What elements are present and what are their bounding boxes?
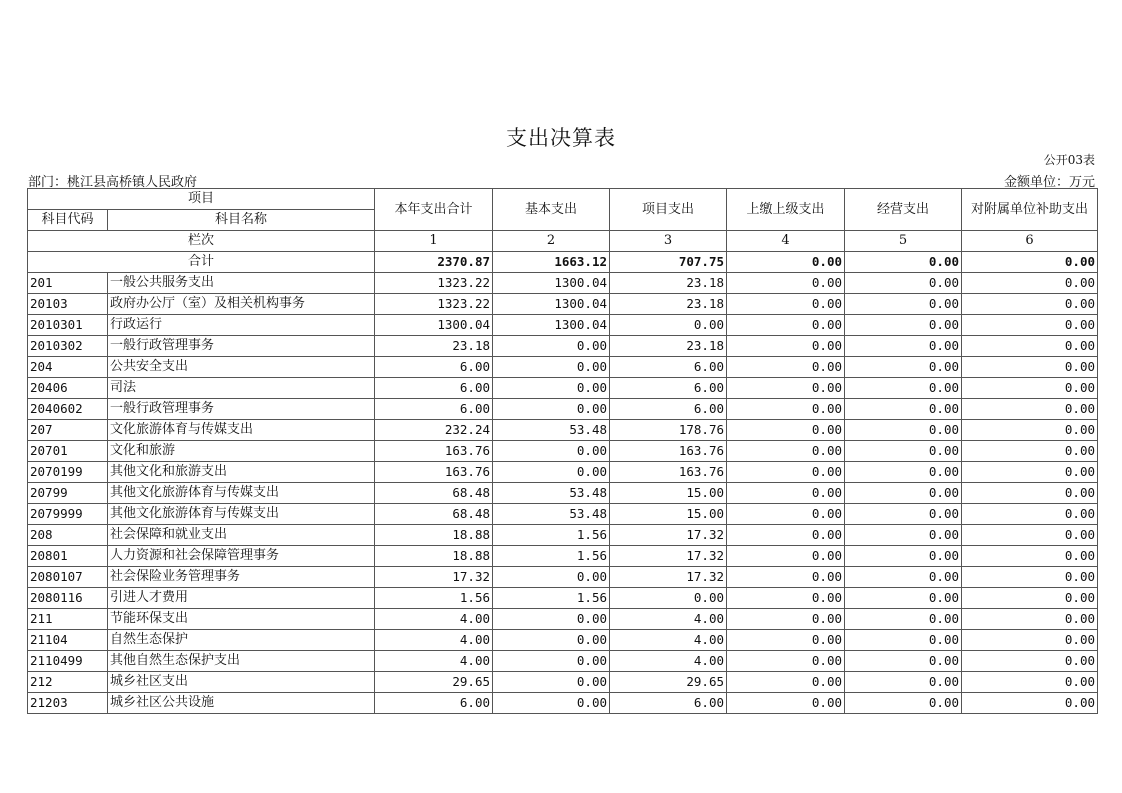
table-row	[28, 441, 1098, 462]
amount-cell: 17.32	[610, 567, 727, 588]
table-row	[28, 504, 1098, 525]
amount-cell: 0.00	[493, 441, 610, 462]
amount-cell: 4.00	[375, 630, 493, 651]
amount-cell: 0.00	[962, 420, 1098, 441]
amount-cell: 4.00	[375, 651, 493, 672]
amount-cell: 163.76	[610, 441, 727, 462]
table-row	[28, 462, 1098, 483]
amount-cell: 0.00	[727, 357, 845, 378]
header-name: 科目名称	[108, 210, 375, 231]
amount-cell: 178.76	[610, 420, 727, 441]
amount-cell: 0.00	[845, 483, 962, 504]
total-value: 0.00	[962, 252, 1098, 273]
table-row	[28, 651, 1098, 672]
amount-cell: 4.00	[610, 609, 727, 630]
amount-cell: 0.00	[493, 336, 610, 357]
subject-code-cell: 20801	[28, 546, 108, 567]
table-row	[28, 336, 1098, 357]
amount-cell: 53.48	[493, 420, 610, 441]
amount-cell: 163.76	[375, 441, 493, 462]
amount-cell: 6.00	[610, 693, 727, 714]
amount-cell: 0.00	[493, 630, 610, 651]
table-row	[28, 588, 1098, 609]
amount-cell: 0.00	[845, 630, 962, 651]
subject-name-cell: 其他文化旅游体育与传媒支出	[108, 483, 375, 504]
table-row	[28, 525, 1098, 546]
amount-cell: 1300.04	[375, 315, 493, 336]
subject-name-cell: 公共安全支出	[108, 357, 375, 378]
amount-cell: 0.00	[962, 462, 1098, 483]
amount-cell: 0.00	[727, 588, 845, 609]
subject-name-cell: 行政运行	[108, 315, 375, 336]
expenditure-table	[27, 188, 1098, 714]
amount-cell: 0.00	[962, 546, 1098, 567]
amount-cell: 0.00	[493, 567, 610, 588]
table-row	[28, 357, 1098, 378]
amount-cell: 0.00	[962, 483, 1098, 504]
amount-cell: 0.00	[962, 525, 1098, 546]
page-title: 支出决算表	[506, 126, 616, 150]
amount-cell: 23.18	[610, 294, 727, 315]
subject-name-cell: 引进人才费用	[108, 588, 375, 609]
index-col: 6	[962, 231, 1098, 252]
amount-cell: 0.00	[962, 609, 1098, 630]
table-row	[28, 609, 1098, 630]
amount-cell: 0.00	[845, 399, 962, 420]
amount-cell: 0.00	[727, 294, 845, 315]
subject-code-cell: 2070199	[28, 462, 108, 483]
amount-cell: 0.00	[727, 462, 845, 483]
subject-name-cell: 文化旅游体育与传媒支出	[108, 420, 375, 441]
amount-cell: 1.56	[375, 588, 493, 609]
amount-cell: 0.00	[962, 315, 1098, 336]
table-row	[28, 420, 1098, 441]
index-label: 栏次	[28, 231, 375, 252]
amount-cell: 1.56	[493, 546, 610, 567]
amount-cell: 0.00	[962, 294, 1098, 315]
amount-cell: 0.00	[845, 546, 962, 567]
amount-cell: 17.32	[610, 525, 727, 546]
form-code: 公开03表	[1043, 153, 1095, 167]
amount-cell: 1300.04	[493, 273, 610, 294]
subject-name-cell: 其他自然生态保护支出	[108, 651, 375, 672]
amount-cell: 0.00	[962, 504, 1098, 525]
amount-cell: 0.00	[727, 504, 845, 525]
amount-cell: 0.00	[493, 651, 610, 672]
header-project: 项目支出	[610, 189, 727, 231]
subject-name-cell: 社会保险业务管理事务	[108, 567, 375, 588]
subject-code-cell: 2080116	[28, 588, 108, 609]
amount-cell: 23.18	[375, 336, 493, 357]
amount-cell: 29.65	[375, 672, 493, 693]
amount-cell: 0.00	[845, 651, 962, 672]
amount-cell: 0.00	[493, 378, 610, 399]
index-col: 4	[727, 231, 845, 252]
amount-cell: 232.24	[375, 420, 493, 441]
amount-cell: 1300.04	[493, 315, 610, 336]
subject-code-cell: 20701	[28, 441, 108, 462]
subject-code-cell: 208	[28, 525, 108, 546]
header-item: 项目	[28, 189, 375, 210]
table-row	[28, 693, 1098, 714]
amount-cell: 0.00	[727, 693, 845, 714]
amount-cell: 0.00	[845, 672, 962, 693]
amount-cell: 0.00	[493, 399, 610, 420]
subject-name-cell: 人力资源和社会保障管理事务	[108, 546, 375, 567]
table-row	[28, 672, 1098, 693]
amount-cell: 1.56	[493, 525, 610, 546]
subject-name-cell: 自然生态保护	[108, 630, 375, 651]
amount-cell: 0.00	[727, 483, 845, 504]
subject-name-cell: 司法	[108, 378, 375, 399]
amount-cell: 17.32	[375, 567, 493, 588]
total-value: 0.00	[727, 252, 845, 273]
table-row	[28, 315, 1098, 336]
amount-cell: 163.76	[610, 462, 727, 483]
amount-cell: 0.00	[727, 420, 845, 441]
amount-cell: 4.00	[610, 630, 727, 651]
header-total: 本年支出合计	[375, 189, 493, 231]
department-label: 部门：桃江县高桥镇人民政府	[28, 175, 198, 190]
header-basic: 基本支出	[493, 189, 610, 231]
amount-cell: 68.48	[375, 504, 493, 525]
total-row	[28, 252, 1098, 273]
total-value: 0.00	[845, 252, 962, 273]
amount-cell: 0.00	[610, 588, 727, 609]
table-row	[28, 294, 1098, 315]
amount-cell: 0.00	[727, 315, 845, 336]
header-subsidy: 对附属单位补助支出	[962, 189, 1098, 231]
amount-cell: 17.32	[610, 546, 727, 567]
amount-cell: 18.88	[375, 546, 493, 567]
amount-cell: 1.56	[493, 588, 610, 609]
amount-cell: 6.00	[610, 378, 727, 399]
amount-cell: 0.00	[493, 693, 610, 714]
amount-cell: 0.00	[962, 651, 1098, 672]
amount-cell: 6.00	[375, 399, 493, 420]
amount-cell: 0.00	[727, 441, 845, 462]
amount-cell: 0.00	[727, 609, 845, 630]
subject-name-cell: 一般行政管理事务	[108, 336, 375, 357]
amount-cell: 0.00	[845, 504, 962, 525]
subject-code-cell: 212	[28, 672, 108, 693]
amount-cell: 6.00	[610, 357, 727, 378]
amount-cell: 0.00	[727, 546, 845, 567]
subject-code-cell: 21203	[28, 693, 108, 714]
amount-cell: 163.76	[375, 462, 493, 483]
amount-cell: 0.00	[727, 525, 845, 546]
index-col: 3	[610, 231, 727, 252]
amount-cell: 0.00	[845, 609, 962, 630]
total-value: 707.75	[610, 252, 727, 273]
amount-cell: 6.00	[375, 378, 493, 399]
subject-name-cell: 政府办公厅（室）及相关机构事务	[108, 294, 375, 315]
subject-code-cell: 204	[28, 357, 108, 378]
amount-cell: 0.00	[727, 567, 845, 588]
subject-code-cell: 20103	[28, 294, 108, 315]
amount-cell: 6.00	[610, 399, 727, 420]
amount-cell: 53.48	[493, 504, 610, 525]
amount-cell: 0.00	[845, 336, 962, 357]
index-col: 2	[493, 231, 610, 252]
table-row	[28, 567, 1098, 588]
subject-code-cell: 2079999	[28, 504, 108, 525]
amount-cell: 0.00	[962, 693, 1098, 714]
table-row	[28, 378, 1098, 399]
amount-cell: 68.48	[375, 483, 493, 504]
amount-cell: 0.00	[727, 672, 845, 693]
amount-cell: 0.00	[962, 357, 1098, 378]
amount-cell: 23.18	[610, 336, 727, 357]
amount-cell: 15.00	[610, 504, 727, 525]
amount-cell: 0.00	[845, 525, 962, 546]
subject-code-cell: 211	[28, 609, 108, 630]
amount-cell: 23.18	[610, 273, 727, 294]
amount-cell: 4.00	[610, 651, 727, 672]
amount-cell: 0.00	[493, 609, 610, 630]
table-row	[28, 546, 1098, 567]
amount-cell: 6.00	[375, 357, 493, 378]
subject-code-cell: 201	[28, 273, 108, 294]
table-row	[28, 273, 1098, 294]
subject-name-cell: 一般行政管理事务	[108, 399, 375, 420]
amount-cell: 1323.22	[375, 294, 493, 315]
amount-cell: 0.00	[962, 399, 1098, 420]
amount-cell: 0.00	[727, 336, 845, 357]
subject-name-cell: 文化和旅游	[108, 441, 375, 462]
subject-name-cell: 其他文化旅游体育与传媒支出	[108, 504, 375, 525]
amount-cell: 0.00	[493, 672, 610, 693]
amount-cell: 18.88	[375, 525, 493, 546]
amount-cell: 0.00	[845, 357, 962, 378]
amount-cell: 0.00	[493, 357, 610, 378]
subject-code-cell: 20799	[28, 483, 108, 504]
amount-cell: 0.00	[962, 273, 1098, 294]
unit-label: 金额单位：万元	[1003, 175, 1095, 190]
subject-code-cell: 2010302	[28, 336, 108, 357]
amount-cell: 0.00	[845, 315, 962, 336]
amount-cell: 29.65	[610, 672, 727, 693]
index-row	[28, 231, 1098, 252]
amount-cell: 0.00	[962, 672, 1098, 693]
subject-name-cell: 节能环保支出	[108, 609, 375, 630]
amount-cell: 0.00	[962, 378, 1098, 399]
subject-name-cell: 社会保障和就业支出	[108, 525, 375, 546]
header-upper: 上缴上级支出	[727, 189, 845, 231]
amount-cell: 15.00	[610, 483, 727, 504]
amount-cell: 0.00	[962, 441, 1098, 462]
subject-code-cell: 2080107	[28, 567, 108, 588]
amount-cell: 0.00	[845, 588, 962, 609]
amount-cell: 0.00	[845, 462, 962, 483]
amount-cell: 0.00	[962, 336, 1098, 357]
total-value: 1663.12	[493, 252, 610, 273]
subject-name-cell: 一般公共服务支出	[108, 273, 375, 294]
total-label: 合计	[28, 252, 375, 273]
table-row	[28, 483, 1098, 504]
index-col: 1	[375, 231, 493, 252]
total-value: 2370.87	[375, 252, 493, 273]
amount-cell: 0.00	[610, 315, 727, 336]
table-row	[28, 399, 1098, 420]
amount-cell: 0.00	[845, 273, 962, 294]
subject-name-cell: 城乡社区支出	[108, 672, 375, 693]
subject-code-cell: 2010301	[28, 315, 108, 336]
amount-cell: 0.00	[727, 399, 845, 420]
subject-code-cell: 2110499	[28, 651, 108, 672]
subject-code-cell: 207	[28, 420, 108, 441]
amount-cell: 0.00	[845, 567, 962, 588]
table-row	[28, 630, 1098, 651]
amount-cell: 0.00	[845, 441, 962, 462]
amount-cell: 0.00	[727, 273, 845, 294]
amount-cell: 6.00	[375, 693, 493, 714]
amount-cell: 0.00	[493, 462, 610, 483]
amount-cell: 0.00	[727, 378, 845, 399]
amount-cell: 1323.22	[375, 273, 493, 294]
amount-cell: 0.00	[845, 693, 962, 714]
amount-cell: 1300.04	[493, 294, 610, 315]
subject-name-cell: 其他文化和旅游支出	[108, 462, 375, 483]
subject-code-cell: 2040602	[28, 399, 108, 420]
amount-cell: 0.00	[962, 588, 1098, 609]
amount-cell: 0.00	[727, 651, 845, 672]
header-code: 科目代码	[28, 210, 108, 231]
amount-cell: 0.00	[962, 630, 1098, 651]
amount-cell: 0.00	[845, 378, 962, 399]
header-operating: 经营支出	[845, 189, 962, 231]
subject-code-cell: 20406	[28, 378, 108, 399]
amount-cell: 0.00	[727, 630, 845, 651]
amount-cell: 0.00	[845, 294, 962, 315]
subject-name-cell: 城乡社区公共设施	[108, 693, 375, 714]
amount-cell: 53.48	[493, 483, 610, 504]
amount-cell: 0.00	[962, 567, 1098, 588]
subject-code-cell: 21104	[28, 630, 108, 651]
amount-cell: 4.00	[375, 609, 493, 630]
header-row-1	[28, 189, 1098, 210]
index-col: 5	[845, 231, 962, 252]
amount-cell: 0.00	[845, 420, 962, 441]
